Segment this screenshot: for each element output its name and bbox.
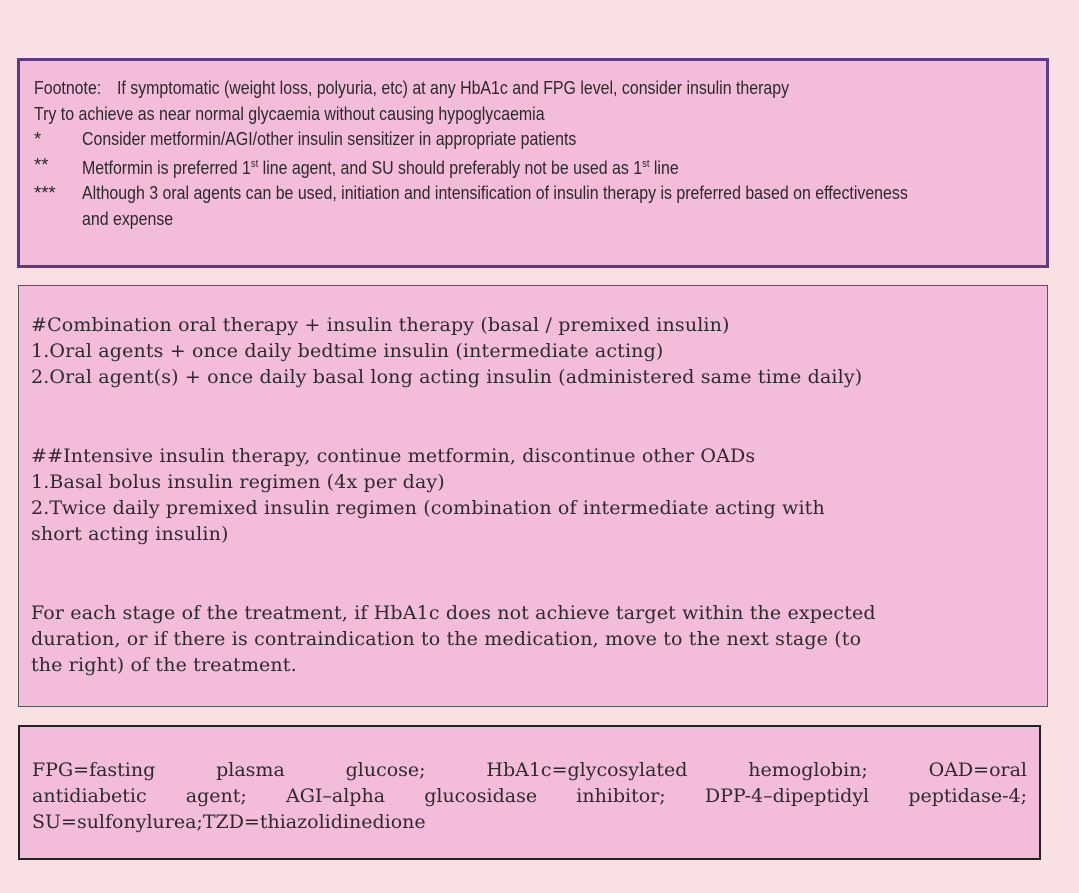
abbreviations-box	[18, 725, 1041, 860]
intensive-heading: ##Intensive insulin therapy, continue metformin, discontinue other OADs	[31, 445, 756, 467]
footnote-item-text-cont: and expense	[82, 207, 174, 229]
footnote-item-text: Consider metformin/AGI/other insulin sensitizer in appropriate patients	[82, 128, 577, 149]
abbreviations-line-3: SU=sulfonylurea;TZD=thiazolidinedione	[32, 811, 426, 833]
combination-therapy-box	[18, 285, 1048, 418]
combination-option-1: 1.Oral agents + once daily bedtime insulin (intermediate acting)	[31, 340, 664, 362]
combination-option-2: 2.Oral agent(s) + once daily basal long acting insulin (administered same time daily)	[31, 366, 863, 388]
footnote-marker: *	[34, 128, 42, 149]
footnote-item-text-pre: Metformin is preferred 1	[82, 156, 251, 178]
footnote-marker: ***	[34, 182, 56, 204]
footnote-line-glycaemia: Try to achieve as near normal glycaemia without causing hypoglycaemia	[34, 102, 545, 124]
superscript: st	[250, 157, 259, 170]
footnote-item-text-mid: line agent, and SU should preferably not be used as 1	[258, 156, 643, 178]
footnote-item-3-continuation	[34, 206, 1046, 232]
footnote-item-text	[82, 152, 679, 181]
footnote-marker: **	[34, 153, 49, 175]
abbreviations-line-2: antidiabetic agent; AGI–alpha glucosidase inhibitor; DPP-4–dipeptidyl peptidase-4;	[32, 785, 1027, 807]
abbreviations-line-1: FPG=fasting plasma glucose; HbA1c=glycosylated hemoglobin; OAD=oral	[32, 759, 1027, 781]
stage-text-line-2: duration, or if there is contraindication to the medication, move to the next stage (to	[31, 628, 862, 650]
intensive-option-1: 1.Basal bolus insulin regimen (4x per day)	[31, 471, 445, 493]
footnote-heading: Footnote:	[34, 77, 102, 98]
footnote-item-1	[34, 126, 1046, 152]
footnote-line-symptomatic: If symptomatic (weight loss, polyuria, etc) at any HbA1c and FPG level, consider insulin therapy	[117, 77, 790, 98]
superscript: st	[642, 157, 650, 170]
intensive-option-2: 2.Twice daily premixed insulin regimen (combination of intermediate acting with	[31, 497, 825, 519]
stage-text-line-3: the right) of the treatment.	[31, 654, 297, 676]
footnote-item-text-post: line	[649, 156, 679, 178]
combination-heading: #Combination oral therapy + insulin therapy (basal / premixed insulin)	[31, 314, 730, 336]
footnote-item-text: Although 3 oral agents can be used, initiation and intensification of insulin therapy is preferred based on effectiveness	[82, 182, 908, 204]
stage-text-line-1: For each stage of the treatment, if HbA1c does not achieve target within the expected	[31, 602, 876, 624]
footnote-box	[17, 58, 1049, 268]
treatment-stage-box	[18, 574, 1048, 707]
footnote-item-3	[34, 180, 1046, 206]
footnote-item-2	[34, 152, 1046, 181]
intensive-therapy-box	[18, 417, 1048, 575]
intensive-option-2-cont: short acting insulin)	[31, 523, 229, 545]
